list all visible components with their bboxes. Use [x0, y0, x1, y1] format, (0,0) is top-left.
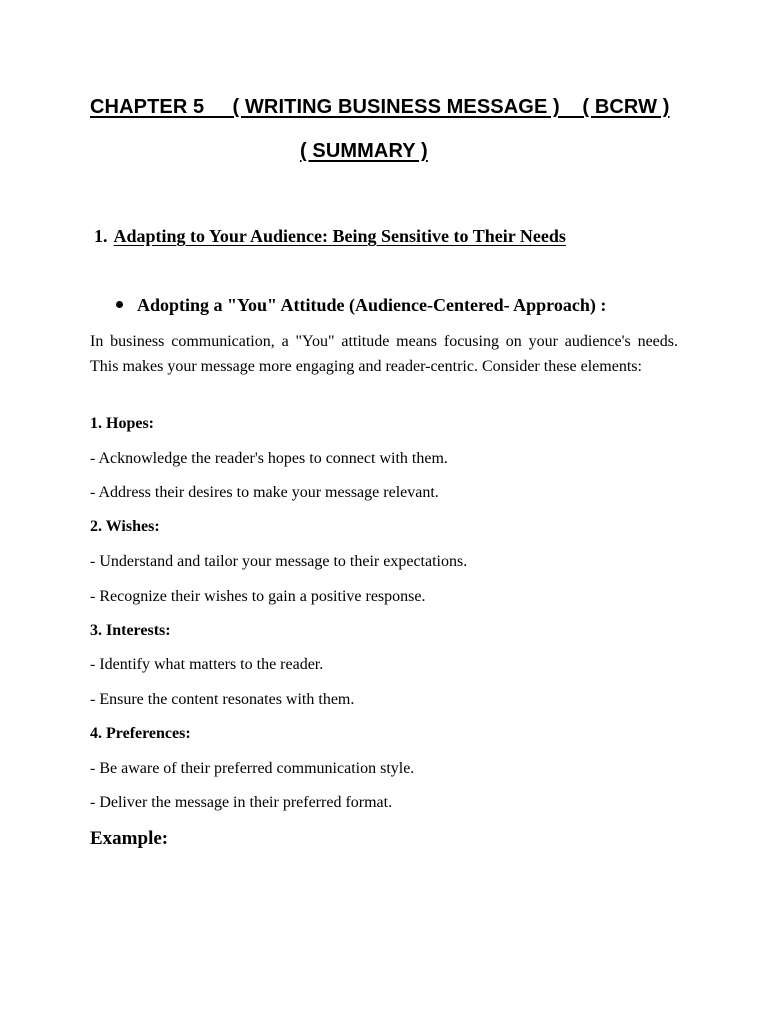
example-heading: Example: — [90, 828, 169, 849]
document-title-line1: CHAPTER 5 ( WRITING BUSINESS MESSAGE ) ( BCRW ) — [90, 96, 670, 118]
bullet-heading-text: Adopting a "You" Attitude (Audience-Centered- Approach) : — [137, 295, 607, 315]
section-number: 1. — [94, 226, 108, 246]
section-heading-text: Adapting to Your Audience: Being Sensitive to Their Needs — [113, 226, 566, 246]
element-heading-hopes: 1. Hopes: — [90, 415, 154, 432]
element-point: - Ensure the content resonates with them. — [90, 691, 355, 708]
section-heading — [94, 226, 566, 247]
intro-paragraph: In business communication, a "You" attitude means focusing on your audience's needs. This makes your message more engaging and reader-centric. Consider these elements: — [90, 333, 678, 375]
element-point: - Acknowledge the reader's hopes to connect with them. — [90, 450, 448, 467]
element-point: - Identify what matters to the reader. — [90, 656, 324, 673]
element-point: - Recognize their wishes to gain a positive response. — [90, 588, 426, 605]
element-point: - Deliver the message in their preferred format. — [90, 794, 393, 811]
bullet-heading — [116, 295, 606, 316]
element-heading-preferences: 4. Preferences: — [90, 725, 191, 742]
element-point: - Be aware of their preferred communication style. — [90, 760, 415, 777]
element-point: - Understand and tailor your message to their expectations. — [90, 553, 468, 570]
document-title-line2: ( SUMMARY ) — [300, 140, 428, 162]
bullet-icon — [116, 301, 123, 308]
element-point: - Address their desires to make your message relevant. — [90, 484, 439, 501]
element-heading-interests: 3. Interests: — [90, 622, 171, 639]
element-heading-wishes: 2. Wishes: — [90, 518, 160, 535]
